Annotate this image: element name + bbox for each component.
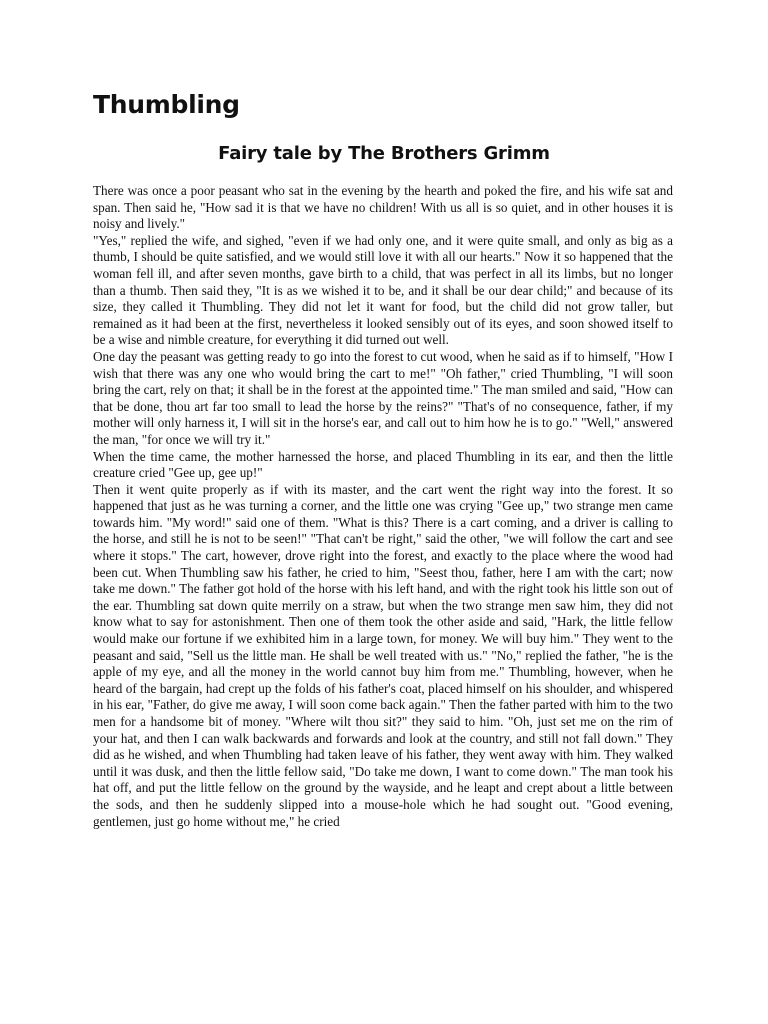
document-subtitle: Fairy tale by The Brothers Grimm xyxy=(218,143,550,164)
paragraph: One day the peasant was getting ready to go into the forest to cut wood, when he said as if to himself, "How I wish that there was any one who would bring the cart to me!" "Oh father," cried Thumbling, "I will soon bring the cart, rely on that; it shall be in the forest at the appointed time." The man smiled and said, "How can that be done, thou art far too small to lead the horse by the reins?" "That's of no consequence, father, if my mother will only harness it, I will sit in the horse's ear, and call out to him how he is to go." "Well," answered the man, "for once we will try it." xyxy=(93,348,673,447)
paragraph: When the time came, the mother harnessed the horse, and placed Thumbling in its ear, and then the little creature cried "Gee up, gee up!" xyxy=(93,448,673,481)
paragraph: There was once a poor peasant who sat in the evening by the hearth and poked the fire, and his wife sat and span. Then said he, "How sad it is that we have no children! With us all is so quiet, and in other houses it is noisy and lively." xyxy=(93,183,673,232)
paragraph: "Yes," replied the wife, and sighed, "even if we had only one, and it were quite small, and only as big as a thumb, I should be quite satisfied, and we would still love it with all our hearts." Now it so happened that the woman fell ill, and after seven months, gave birth to a child, that was perfect in all its limbs, but no longer than a thumb. Then said they, "It is as we wished it to be, and it shall be our dear child;" and because of its size, they called it Thumbling. They did not let it want for food, but the child did not grow taller, but remained as it had been at the first, nevertheless it looked sensibly out of its eyes, and soon showed itself to be a wise and nimble creature, for everything it did turned out well. xyxy=(93,232,673,348)
paragraph: Then it went quite properly as if with its master, and the cart went the right way into the forest. It so happened that just as he was turning a corner, and the little one was crying "Gee up," two strange men came towards him. "My word!" said one of them. "What is this? There is a cart coming, and a driver is calling to the horse, and still he is not to be seen!" "That can't be right," said the other, "we will follow the cart and see where it stops." The cart, however, drove right into the forest, and exactly to the place where the wood had been cut. When Thumbling saw his father, he cried to him, "Seest thou, father, here I am with the cart; now take me down." The father got hold of the horse with his left hand, and with the right took his little son out of the ear. Thumbling sat down quite merrily on a straw, but when the two strange men saw him, they did not know what to say for astonishment. Then one of them took the other aside and said, "Hark, the little fellow would make our fortune if we exhibited him in a large town, for money. We will buy him." They went to the peasant and said, "Sell us the little man. He shall be well treated with us." "No," replied the father, "he is the apple of my eye, and all the money in the world cannot buy him from me." Thumbling, however, when he heard of the bargain, had crept up the folds of his father's coat, placed himself on his shoulder, and whispered in his ear, "Father, do give me away, I will soon come back again." Then the father parted with him to the two men for a handsome bit of money. "Where wilt thou sit?" they said to him. "Oh, just set me on the rim of your hat, and then I can walk backwards and forwards and look at the country, and still not fall down." They did as he wished, and when Thumbling had taken leave of his father, they went away with him. They walked until it was dusk, and then the little fellow said, "Do take me down, I want to come down." The man took his hat off, and put the little fellow on the ground by the wayside, and he leapt and crept about a little between the sods, and then he suddenly slipped into a mouse-hole which he had sought out. "Good evening, gentlemen, just go home without me," he cried xyxy=(93,481,673,829)
story-text xyxy=(93,183,673,928)
document-title: Thumbling xyxy=(93,90,240,119)
